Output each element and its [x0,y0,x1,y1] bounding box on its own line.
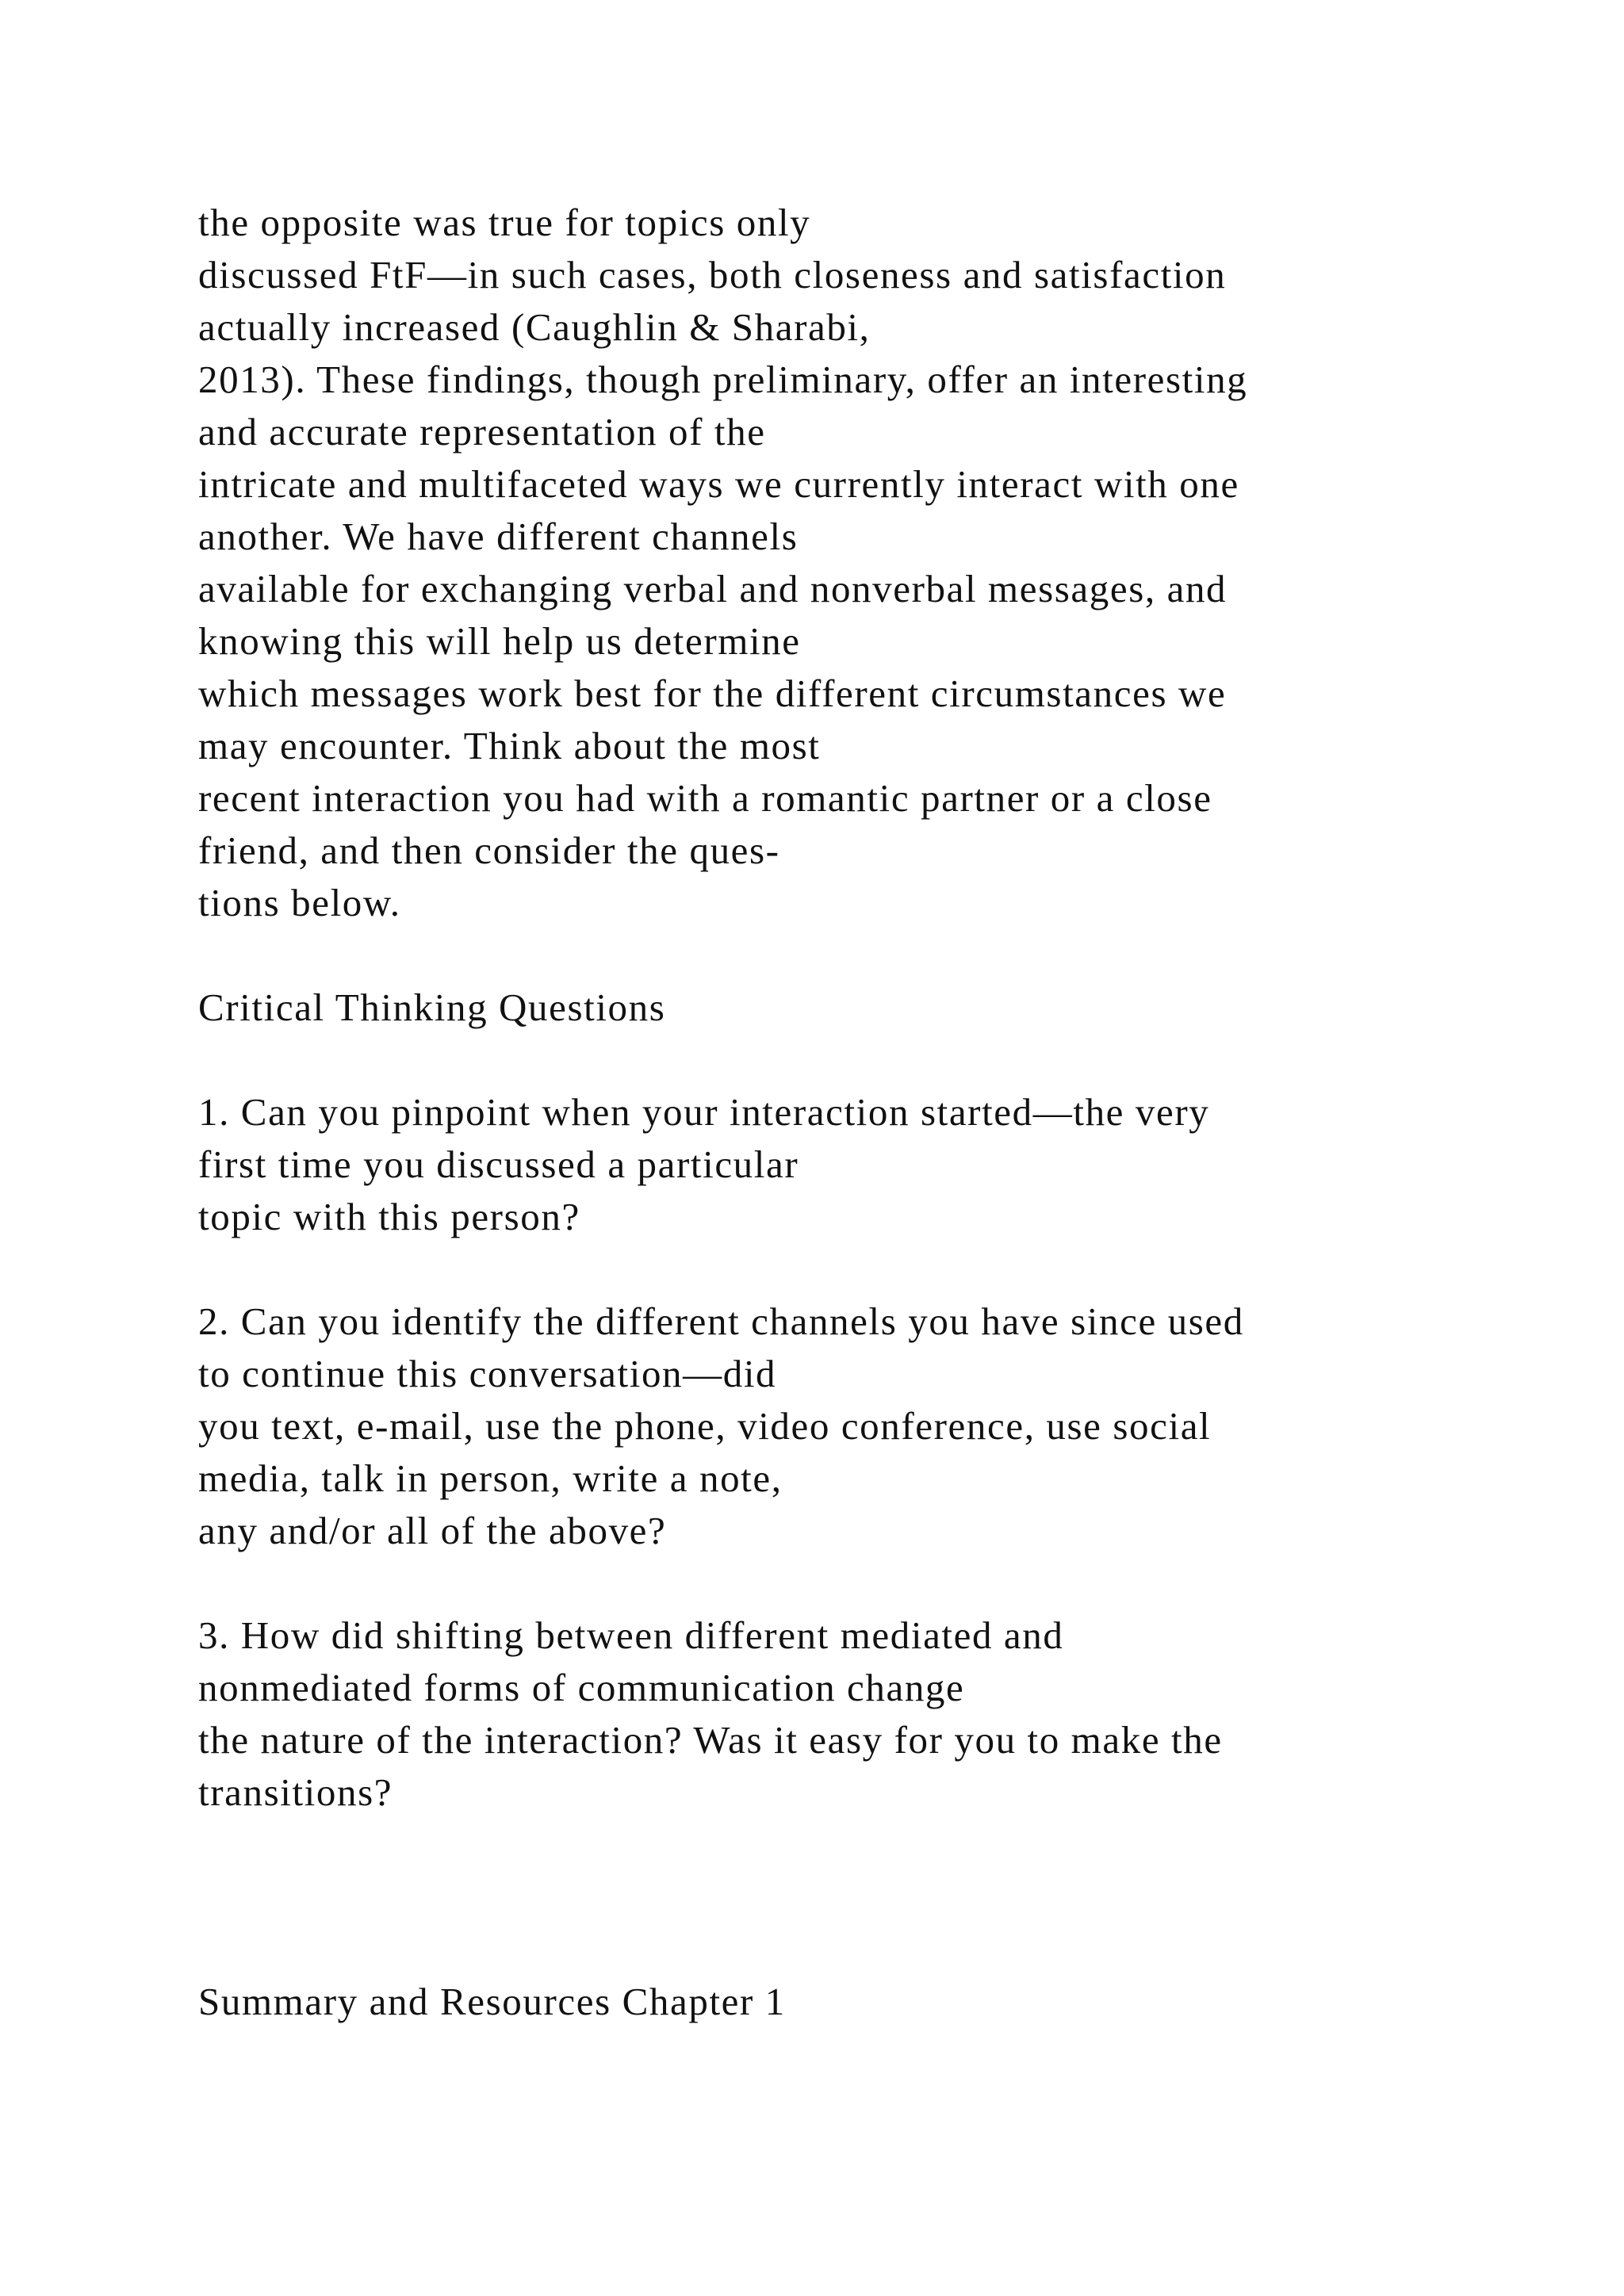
text-line: knowing this will help us determine [198,619,801,663]
spacer [198,1243,1562,1295]
questions-heading: Critical Thinking Questions [198,985,666,1029]
text-line: which messages work best for the different circumstances we [198,672,1227,715]
text-line: to continue this conversation—did [198,1352,777,1395]
document-body [198,197,1562,2028]
text-line: the nature of the interaction? Was it easy for you to make the [198,1718,1223,1762]
intro-paragraph [198,197,1562,929]
text-line: 2013). These findings, though preliminary, offer an interesting [198,358,1248,401]
spacer [198,1557,1562,1609]
summary-heading: Summary and Resources Chapter 1 [198,1980,786,2023]
text-line: any and/or all of the above? [198,1509,667,1552]
spacer [198,929,1562,982]
text-line: transitions? [198,1770,393,1814]
text-line: recent interaction you had with a romantic partner or a close [198,776,1212,820]
text-line: the opposite was true for topics only [198,201,811,244]
text-line: 3. How did shifting between different mediated and [198,1613,1064,1657]
spacer [198,1871,1562,1923]
spacer [198,1923,1562,1976]
spacer [198,1034,1562,1086]
text-line: friend, and then consider the ques- [198,828,780,872]
text-line: actually increased (Caughlin & Sharabi, [198,305,871,349]
text-line: 2. Can you identify the different channels you have since used [198,1299,1244,1343]
text-line: another. We have different channels [198,515,799,558]
text-line: media, talk in person, write a note, [198,1456,783,1500]
text-line: and accurate representation of the [198,410,766,453]
question-2 [198,1295,1562,1557]
spacer [198,1819,1562,1871]
text-line: first time you discussed a particular [198,1142,799,1186]
text-line: you text, e-mail, use the phone, video conference, use social [198,1404,1212,1448]
text-line: discussed FtF—in such cases, both closeness and satisfaction [198,253,1227,297]
text-line: 1. Can you pinpoint when your interaction started—the very [198,1090,1210,1134]
question-1 [198,1086,1562,1243]
text-line: topic with this person? [198,1195,580,1238]
text-line: available for exchanging verbal and nonverbal messages, and [198,567,1228,610]
text-line: tions below. [198,881,401,924]
text-line: may encounter. Think about the most [198,724,821,767]
text-line: nonmediated forms of communication change [198,1666,965,1709]
text-line: intricate and multifaceted ways we currently interact with one [198,462,1239,506]
question-3 [198,1609,1562,1819]
